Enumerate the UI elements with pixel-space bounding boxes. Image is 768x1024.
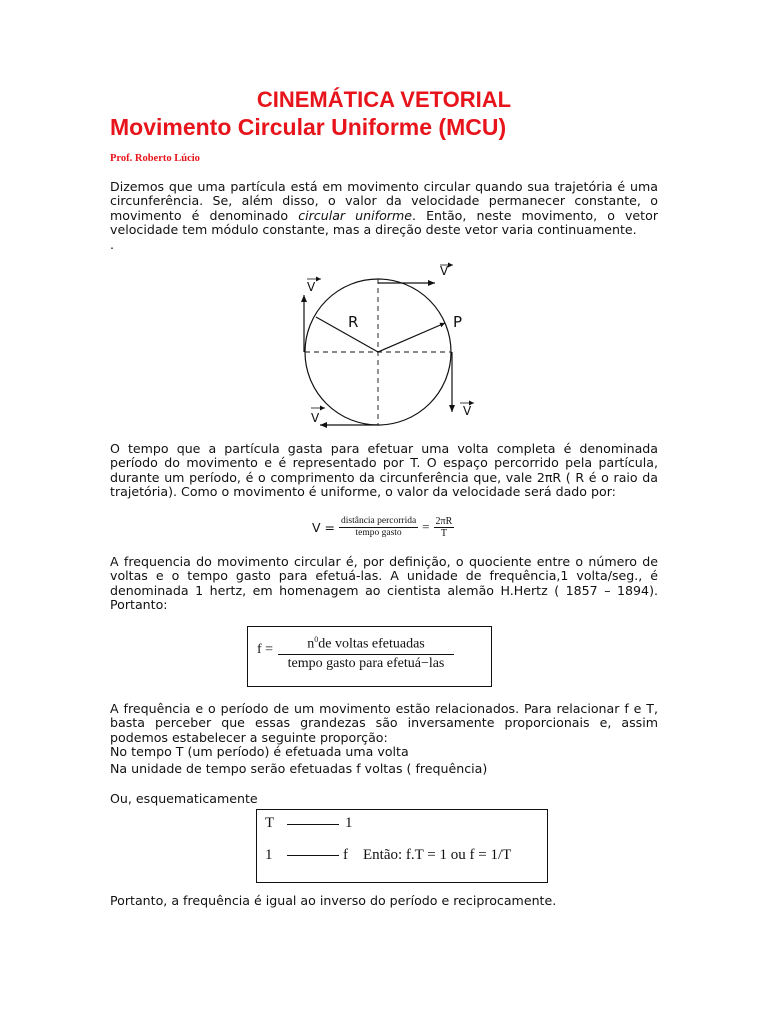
intro-text-2: . Então, neste movimento, o vetor velocidade tem módulo constante, mas a direção deste vetor varia continuamente. (110, 207, 659, 238)
frequency-formula-box (247, 626, 492, 687)
formula-rhs-denominator: T (440, 527, 447, 539)
point-label: P (453, 313, 463, 331)
frequency-denominator: tempo gasto para efetuá−las (287, 655, 445, 671)
velocity-label-bottom: V (311, 411, 320, 425)
conclusion-text: Portanto, a frequência é igual ao inverso do período e reciprocamente. (110, 893, 557, 908)
document-subtitle: Movimento Circular Uniforme (MCU) (110, 114, 507, 140)
period-paragraph: O tempo que a partícula gasta para efetuar uma volta completa é denominada período do movimento e é representado por T. O espaço percorrido pela partícula, durante um período, é o comprimento da circunferência que, vale 2πR ( R é o raio da trajetória). Como o movimento é uniforme, o valor da velocidade será dado por: (110, 441, 658, 500)
intro-emphasis: circular uniforme (298, 207, 412, 223)
intro-text-1: Dizemos que uma partícula está em movimento circular quando sua trajetória é uma circunferência. Se, além disso, o valor da velocidade permanecer constante, o movimento é denominado (110, 179, 658, 223)
velocity-formula (312, 512, 454, 542)
schematic-box (256, 809, 548, 883)
radius-label: R (348, 313, 359, 331)
schematic-row2-left: 1 (265, 847, 273, 863)
formula-rhs-numerator: 2πR (435, 515, 453, 527)
relation-paragraph: A frequência e o período de um movimento estão relacionados. Para relacionar f e T, basta perceber que essas grandezas são inversamente proporcionais e, assim podemos estabelecer a seguinte proporção: (110, 701, 658, 745)
schematic-conclusion: Então: f.T = 1 ou f = 1/T (363, 847, 512, 863)
velocity-label-top: V (440, 264, 449, 278)
frequency-fraction (278, 631, 454, 672)
document-title: CINEMÁTICA VETORIAL (256, 87, 512, 112)
schematic-row2-right: f (343, 847, 348, 863)
schematic-line-2 (287, 855, 339, 856)
velocity-label-left: V (307, 280, 316, 294)
schematic-intro: Ou, esquematicamente (110, 791, 258, 806)
schematic-row1-right: 1 (345, 815, 353, 831)
formula-fraction (339, 516, 418, 539)
schematic-line-1 (287, 824, 339, 825)
frequency-numerator: $n^0de$ voltas efetuadas (278, 631, 454, 655)
velocity-label-right: V (463, 404, 472, 418)
formula-lhs: V = (312, 519, 335, 535)
radius-line (316, 317, 378, 352)
formula-numerator: distância percorrida (341, 515, 417, 526)
radius-to-p (378, 323, 445, 352)
frequency-paragraph: A frequencia do movimento circular é, por definição, o quociente entre o número de voltas e o tempo gasto para efetuá-las. A unidade de frequência,1 volta/seg., é denominada 1 hertz, em homenagem ao cientista alemão H.Hertz ( 1857 – 1894). Portanto: (110, 554, 658, 613)
intro-paragraph (110, 180, 658, 252)
mcu-diagram (290, 255, 480, 435)
author-line: Prof. Roberto Lúcio (110, 153, 200, 164)
intro-dot: . (110, 236, 115, 252)
formula-equals: = (422, 519, 430, 534)
frequency-lhs: f = (257, 642, 274, 657)
relation-line-2: Na unidade de tempo serão efetuadas f voltas ( frequência) (110, 761, 488, 776)
formula-denominator: tempo gasto (355, 527, 402, 538)
schematic-row1-left: T (265, 815, 275, 831)
formula-rhs-fraction (434, 516, 455, 539)
relation-line-1: No tempo T (um período) é efetuada uma volta (110, 744, 409, 759)
